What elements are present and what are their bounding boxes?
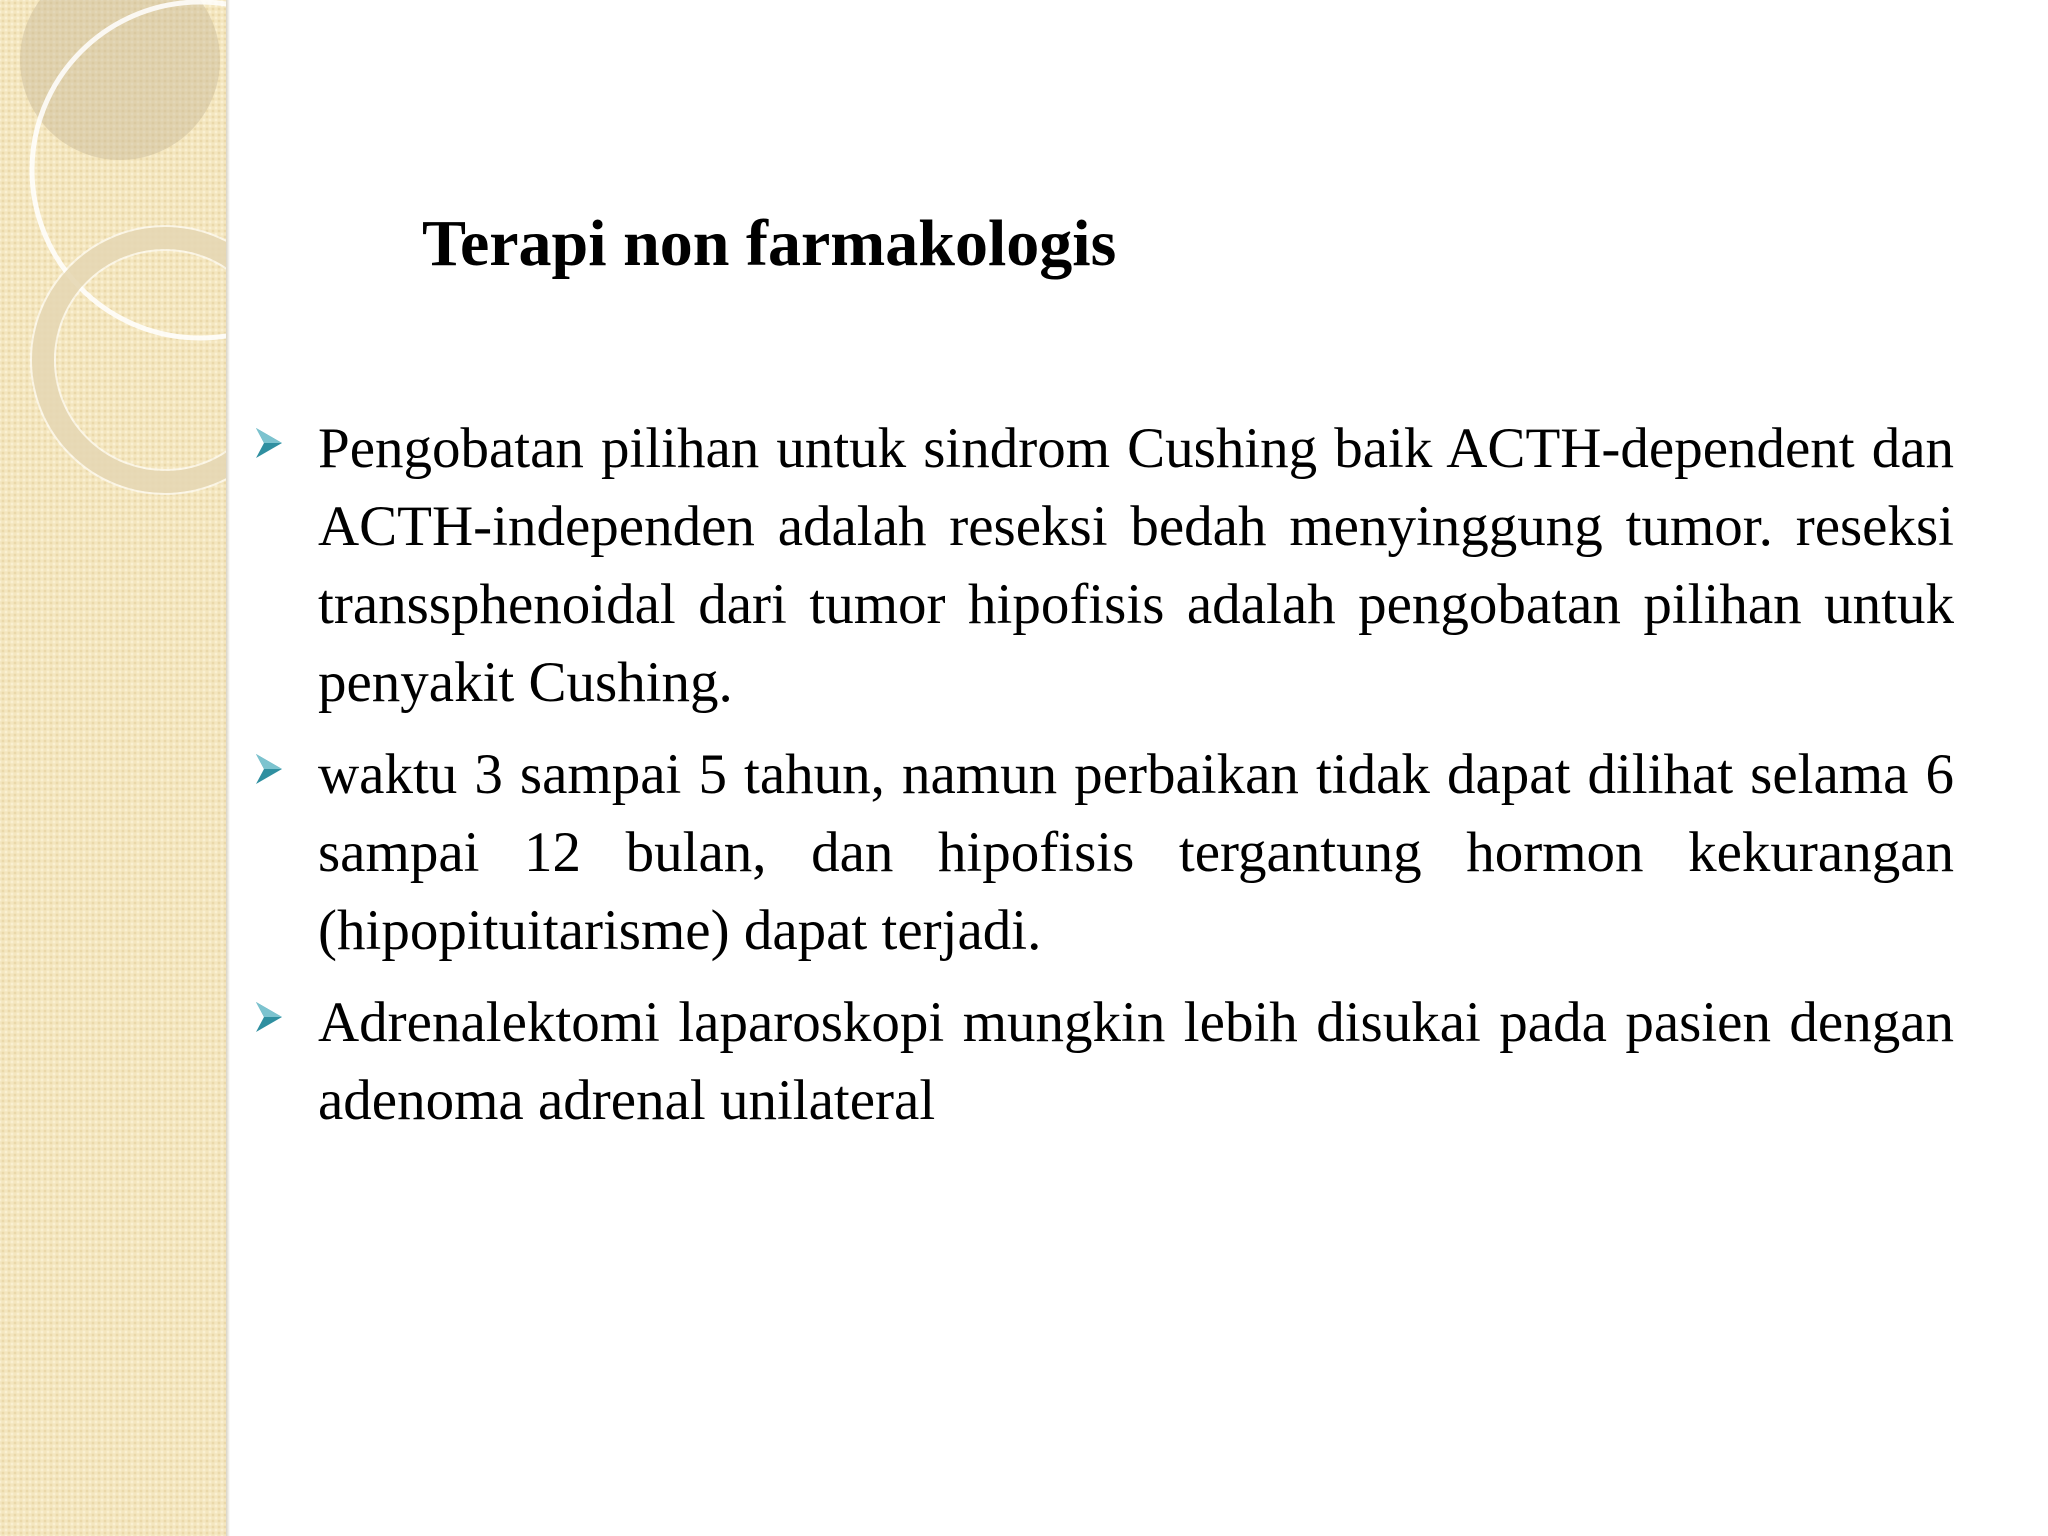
bullet-text: waktu 3 sampai 5 tahun, namun perbaikan tidak dapat dilihat selama 6 sampai 12 bulan, dan hipofisis tergantung hormon kekurangan (hipopituitarisme) dapat terjadi.	[318, 743, 1954, 962]
arrowhead-bullet-icon	[254, 752, 284, 786]
bullet-text: Adrenalektomi laparoskopi mungkin lebih disukai pada pasien dengan adenoma adrenal unilateral	[318, 991, 1954, 1132]
decorative-rings-icon	[0, 0, 226, 520]
bullet-text: Pengobatan pilihan untuk sindrom Cushing baik ACTH-dependent dan ACTH-independen adalah reseksi bedah menyinggung tumor. reseksi transsphenoidal dari tumor hipofisis adalah pengobatan pilihan untuk penyakit Cushing.	[318, 417, 1954, 714]
decorative-side-band	[0, 0, 226, 1536]
arrowhead-bullet-icon	[254, 426, 284, 460]
bullet-list	[250, 410, 1954, 1154]
slide-title: Terapi non farmakologis	[422, 207, 1117, 280]
bullet-item	[250, 984, 1954, 1140]
bullet-item	[250, 736, 1954, 970]
bullet-item	[250, 410, 1954, 722]
side-band-edge	[226, 0, 230, 1536]
arrowhead-bullet-icon	[254, 1000, 284, 1034]
